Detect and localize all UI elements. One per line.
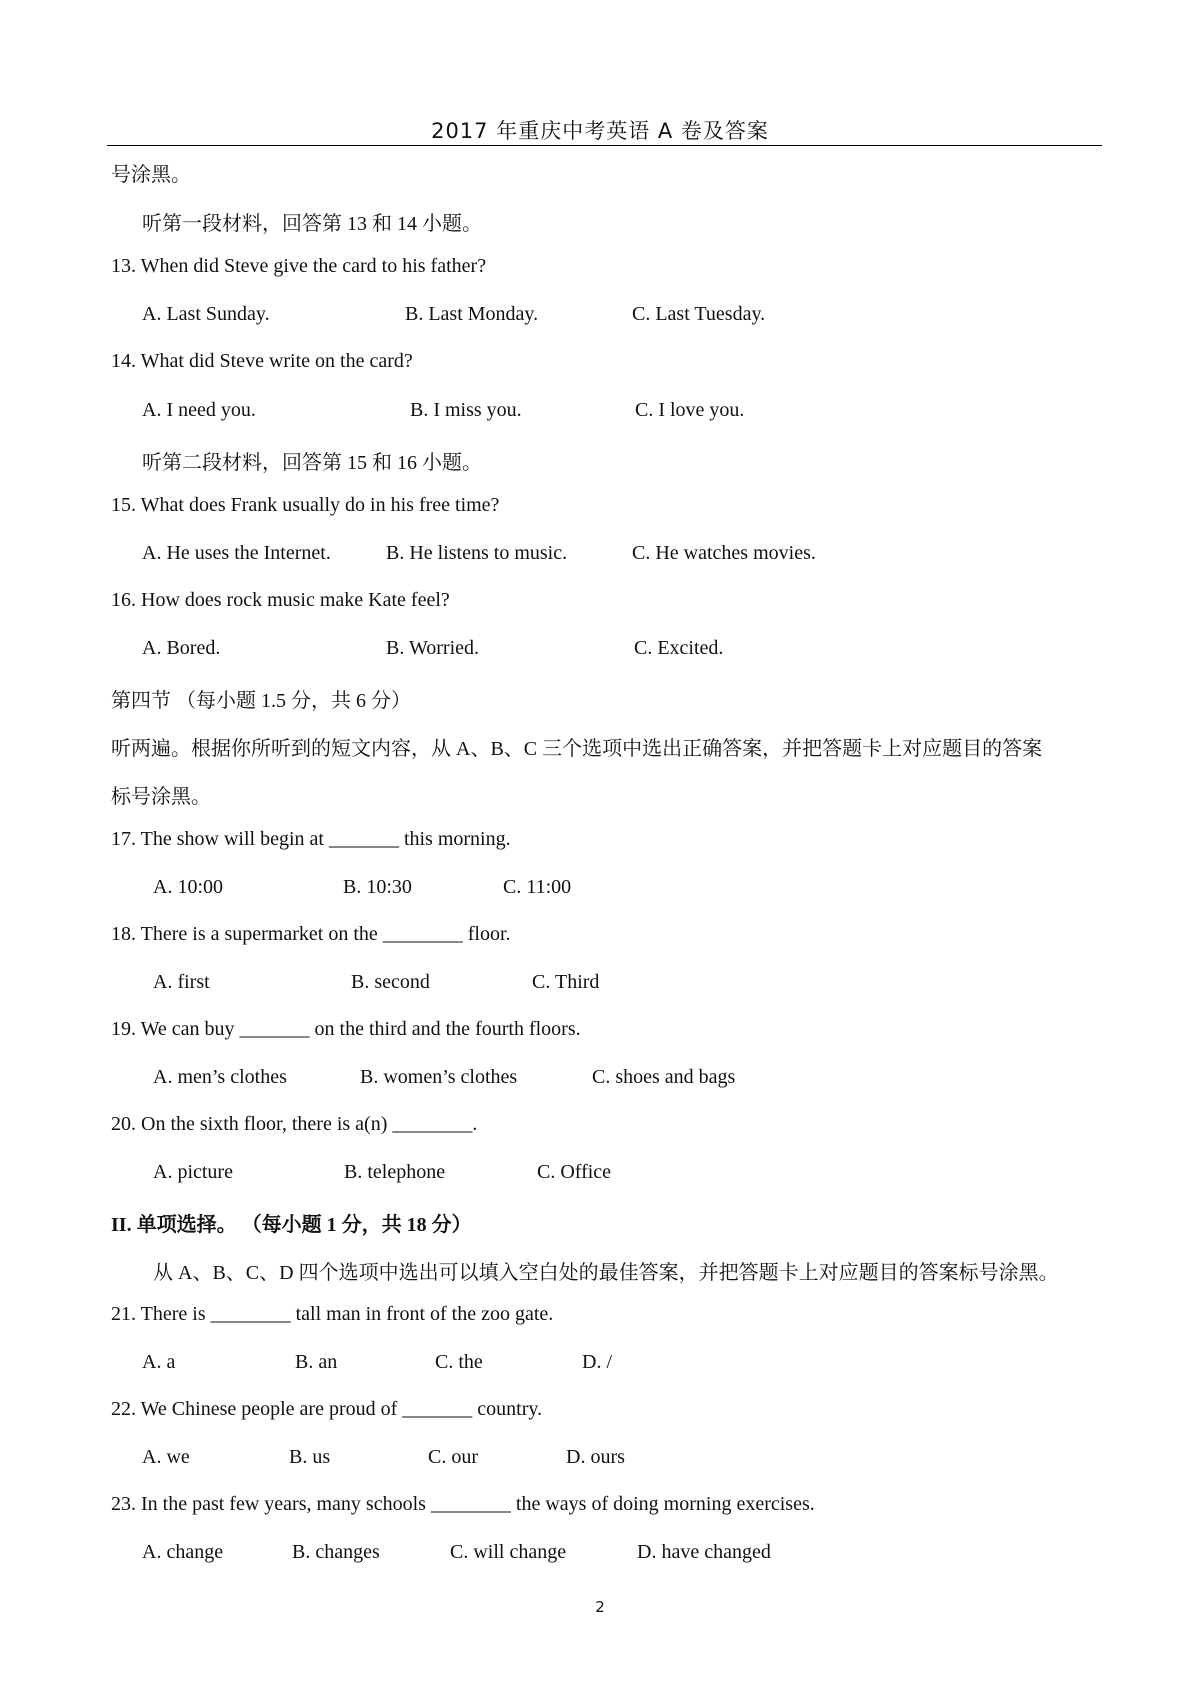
q23-option-d: D. have changed: [637, 1541, 771, 1563]
q19-option-b: B. women’s clothes: [360, 1066, 518, 1088]
part-instruction: 从 A、B、C、D 四个选项中选出可以填入空白处的最佳答案，并把答题卡上对应题目的答案标号涂黑。: [153, 1262, 1059, 1284]
q21-option-c: C. the: [435, 1351, 483, 1373]
q22-option-c: C. our: [428, 1446, 478, 1468]
q15-option-b: B. He listens to music.: [386, 542, 568, 564]
q23-option-b: B. changes: [292, 1541, 380, 1563]
q18-option-b: B. second: [351, 971, 430, 993]
q18-option-c: C. Third: [532, 971, 600, 993]
question-23: 23. In the past few years, many schools ________ the ways of doing morning exercises.: [111, 1493, 815, 1515]
section-heading: 第四节 （每小题 1.5 分，共 6 分）: [111, 690, 411, 712]
q21-option-b: B. an: [295, 1351, 338, 1373]
page-number: 2: [595, 1598, 605, 1616]
section-instruction: 听第二段材料，回答第 15 和 16 小题。: [142, 452, 482, 474]
q20-option-c: C. Office: [537, 1161, 612, 1183]
q16-option-b: B. Worried.: [386, 637, 480, 659]
q21-option-a: A. a: [142, 1351, 176, 1373]
q17-option-a: A. 10:00: [153, 876, 223, 898]
question-18: 18. There is a supermarket on the ________ floor.: [111, 923, 511, 945]
question-19: 19. We can buy _______ on the third and the fourth floors.: [111, 1018, 581, 1040]
q16-option-c: C. Excited.: [634, 637, 724, 659]
question-22: 22. We Chinese people are proud of _______ country.: [111, 1398, 543, 1420]
question-17: 17. The show will begin at _______ this morning.: [111, 828, 511, 850]
q19-option-c: C. shoes and bags: [592, 1066, 736, 1088]
section-instruction: 听第一段材料，回答第 13 和 14 小题。: [142, 213, 482, 235]
question-14: 14. What did Steve write on the card?: [111, 350, 413, 372]
q22-option-b: B. us: [289, 1446, 331, 1468]
q19-option-a: A. men’s clothes: [153, 1066, 287, 1088]
q22-option-a: A. we: [142, 1446, 190, 1468]
q21-option-d: D. /: [582, 1351, 612, 1373]
q20-option-b: B. telephone: [344, 1161, 446, 1183]
q13-option-a: A. Last Sunday.: [142, 303, 270, 325]
q15-option-a: A. He uses the Internet.: [142, 542, 331, 564]
q20-option-a: A. picture: [153, 1161, 233, 1183]
question-15: 15. What does Frank usually do in his free time?: [111, 494, 500, 516]
q23-option-c: C. will change: [450, 1541, 567, 1563]
question-13: 13. When did Steve give the card to his father?: [111, 255, 487, 277]
q23-option-a: A. change: [142, 1541, 224, 1563]
question-16: 16. How does rock music make Kate feel?: [111, 589, 450, 611]
q15-option-c: C. He watches movies.: [632, 542, 816, 564]
q14-option-c: C. I love you.: [635, 399, 745, 421]
q16-option-a: A. Bored.: [142, 637, 221, 659]
q17-option-c: C. 11:00: [503, 876, 572, 898]
q14-option-a: A. I need you.: [142, 399, 256, 421]
q13-option-c: C. Last Tuesday.: [632, 303, 766, 325]
header-divider: [107, 145, 1102, 146]
q14-option-b: B. I miss you.: [410, 399, 522, 421]
q22-option-d: D. ours: [566, 1446, 625, 1468]
part-heading: II. 单项选择。 （每小题 1 分，共 18 分）: [111, 1214, 472, 1236]
page-header-title: 2017 年重庆中考英语 A 卷及答案: [431, 119, 769, 143]
question-21: 21. There is ________ tall man in front of the zoo gate.: [111, 1303, 554, 1325]
section-instruction-continued: 标号涂黑。: [111, 786, 211, 808]
q17-option-b: B. 10:30: [343, 876, 412, 898]
section-instruction: 听两遍。根据你所听到的短文内容，从 A、B、C 三个选项中选出正确答案，并把答题卡上对应题目的答案: [111, 738, 1043, 760]
text-line: 号涂黑。: [111, 164, 191, 186]
q18-option-a: A. first: [153, 971, 210, 993]
question-20: 20. On the sixth floor, there is a(n) ________.: [111, 1113, 478, 1135]
q13-option-b: B. Last Monday.: [405, 303, 539, 325]
